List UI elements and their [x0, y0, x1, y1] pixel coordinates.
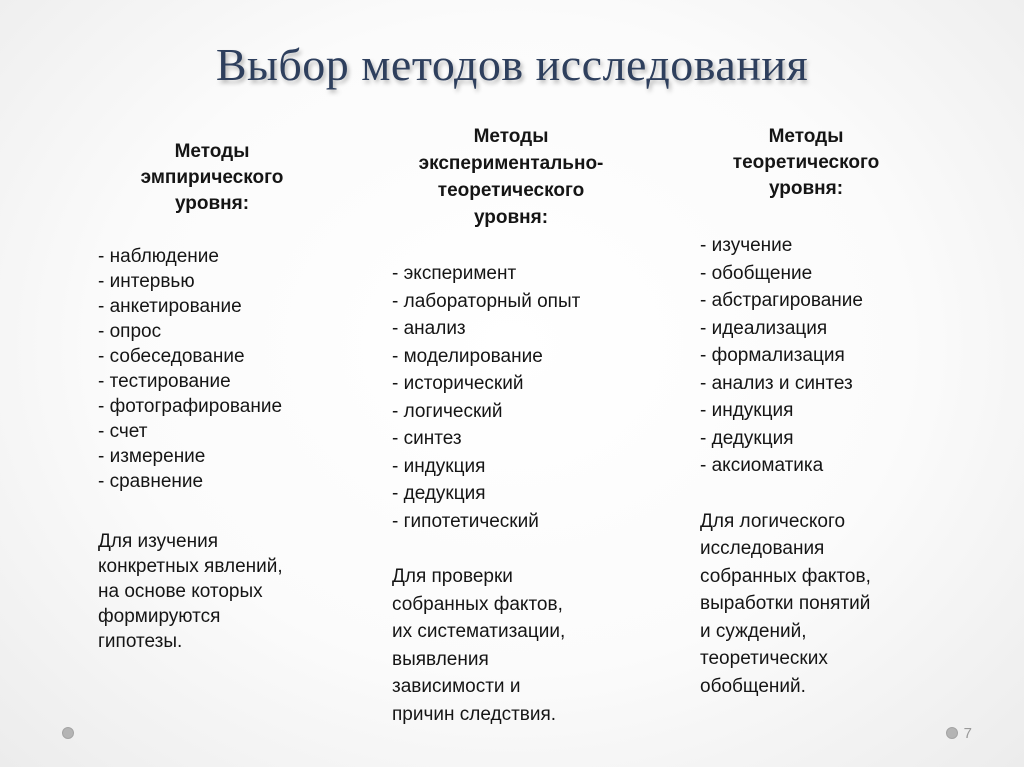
column-experimental-theoretical: [392, 123, 637, 728]
method-list: [700, 232, 930, 480]
list-item: - собеседование: [98, 346, 245, 367]
heading-line: Методы: [473, 126, 549, 147]
list-item: - индукция: [700, 400, 794, 421]
list-item: - дедукция: [700, 427, 794, 449]
description-line: выявления: [392, 648, 489, 670]
column-heading: [392, 123, 630, 231]
list-item: - эксперимент: [392, 263, 517, 284]
description-line: зависимости и: [392, 676, 521, 697]
list-item: - обобщение: [700, 262, 813, 284]
list-item: - логический: [392, 400, 503, 422]
list-item: - изучение: [700, 235, 793, 256]
description-line: гипотезы.: [98, 631, 183, 652]
description-line: теоретических: [700, 648, 828, 669]
list-item: - формализация: [700, 345, 845, 366]
list-item: - аксиоматика: [700, 455, 824, 476]
description-line: выработки понятий: [700, 593, 871, 614]
list-item: - идеализация: [700, 317, 828, 339]
description-line: и суждений,: [700, 620, 807, 642]
column-heading: [98, 139, 326, 217]
description-line: формируются: [98, 606, 221, 627]
list-item: - анкетирование: [98, 296, 242, 317]
column-description: [700, 508, 930, 701]
description-line: исследования: [700, 538, 825, 559]
previous-slide-dot[interactable]: [62, 727, 74, 739]
heading-line: уровня:: [768, 178, 844, 199]
list-item: - сравнение: [98, 471, 204, 492]
column-description: [98, 529, 338, 654]
heading-line: Методы: [174, 141, 250, 162]
heading-line: Методы: [768, 126, 844, 147]
heading-line: теоретического: [437, 180, 585, 201]
list-item: - анализ: [392, 318, 466, 339]
column-theoretical: [700, 124, 930, 700]
list-item: - интервью: [98, 271, 195, 292]
description-line: причин следствия.: [392, 703, 557, 725]
description-line: Для проверки: [392, 566, 513, 587]
list-item: - измерение: [98, 446, 206, 467]
heading-line: теоретического: [732, 152, 880, 173]
list-item: - фотографирование: [98, 396, 283, 417]
list-item: - дедукция: [392, 483, 486, 504]
list-item: - синтез: [392, 428, 462, 449]
list-item: - лабораторный опыт: [392, 290, 581, 312]
list-item: - индукция: [392, 455, 486, 477]
description-line: собранных фактов,: [392, 593, 563, 615]
list-item: - опрос: [98, 321, 162, 342]
list-item: - анализ и синтез: [700, 372, 853, 394]
list-item: - исторический: [392, 373, 524, 394]
description-line: на основе которых: [98, 581, 263, 602]
description-line: Для изучения: [98, 531, 218, 552]
list-item: - гипотетический: [392, 510, 539, 532]
description-line: Для логического: [700, 510, 846, 532]
heading-line: уровня:: [473, 207, 549, 228]
column-description: [392, 563, 637, 728]
description-line: собранных фактов,: [700, 565, 871, 587]
description-line: конкретных явлений,: [98, 556, 283, 577]
list-item: - наблюдение: [98, 246, 219, 267]
column-heading: [700, 124, 912, 202]
page-number: 7: [963, 725, 972, 742]
description-line: их систематизации,: [392, 621, 566, 642]
list-item: - тестирование: [98, 371, 231, 392]
heading-line: эмпирического: [140, 167, 284, 188]
next-slide-dot[interactable]: [946, 727, 958, 739]
list-item: - моделирование: [392, 345, 543, 367]
column-empirical: [98, 139, 338, 654]
slide-title: Выбор методов исследования: [215, 39, 809, 90]
heading-line: экспериментально-: [418, 153, 604, 174]
heading-line: уровня:: [174, 193, 250, 214]
description-line: обобщений.: [700, 675, 806, 697]
list-item: - абстрагирование: [700, 290, 863, 311]
method-list: [98, 244, 338, 494]
method-list: [392, 260, 637, 535]
list-item: - счет: [98, 421, 148, 442]
